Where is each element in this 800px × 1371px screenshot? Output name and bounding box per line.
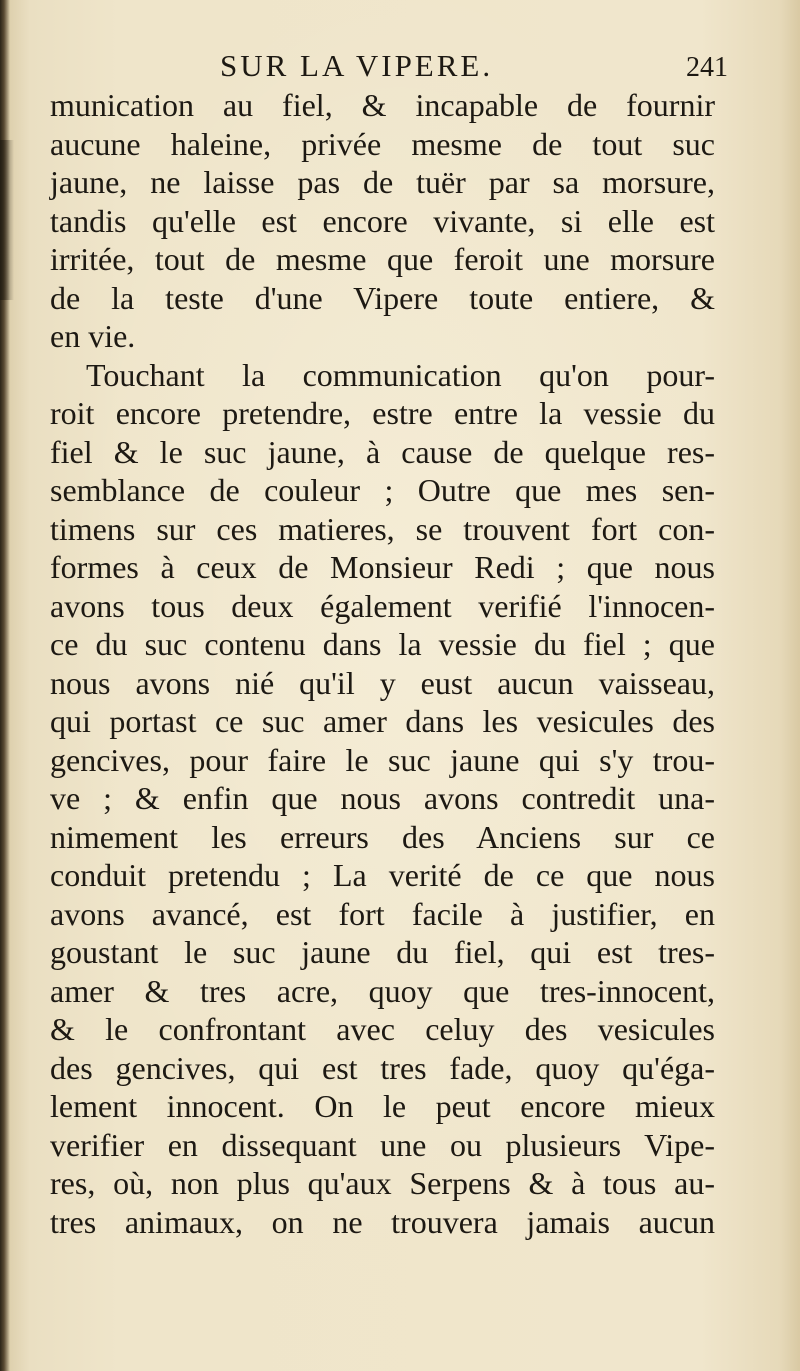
text-line: nimement les erreurs des Anciens sur ce [50,818,715,855]
text-line: ce du suc contenu dans la vessie du fiel ; que [50,626,715,662]
text-line: qui portast ce suc amer dans les vesicules des [50,703,715,739]
text-line: goustant le suc jaune du fiel, qui est tres- [50,934,715,970]
text-line: conduit pretendu ; La verité de ce que nous [50,857,715,893]
text-line: munication au fiel, & incapable de fournir [50,87,715,123]
text-line: lement innocent. On le peut encore mieux [50,1088,715,1124]
page-header [60,46,728,90]
body-text [50,86,715,1241]
text-line: fiel & le suc jaune, à cause de quelque res- [50,433,715,470]
text-line: aucune haleine, privée mesme de tout suc [50,125,715,162]
text-line: en vie. [50,318,136,354]
text-line: des gencives, qui est tres fade, quoy qu'éga- [50,1049,715,1086]
page-number: 241 [686,52,728,83]
text-line: & le confrontant avec celuy des vesicules [50,1011,715,1047]
text-line: res, où, non plus qu'aux Serpens & à tous au- [50,1165,715,1201]
text-line: verifier en dissequant une ou plusieurs Vipe- [50,1126,715,1163]
text-line: tandis qu'elle est encore vivante, si elle est [50,202,715,239]
text-line: tres animaux, on ne trouvera jamais aucun [50,1203,715,1240]
text-line: ve ; & enfin que nous avons contredit una- [50,780,715,816]
text-line: avons avancé, est fort facile à justifier, en [50,895,715,932]
text-line: formes à ceux de Monsieur Redi ; que nous [50,549,715,585]
text-line: de la teste d'une Vipere toute entiere, & [50,279,715,316]
text-line: Touchant la communication qu'on pour- [86,356,715,393]
text-line: nous avons nié qu'il y eust aucun vaisseau, [50,664,715,701]
binding-stain [0,140,14,300]
text-line: jaune, ne laisse pas de tuër par sa morsure, [50,164,715,200]
text-line: gencives, pour faire le suc jaune qui s'y trou- [50,741,715,778]
text-line: roit encore pretendre, estre entre la vessie du [50,395,715,431]
running-head: SUR LA VIPERE. [220,48,494,83]
text-line: timens sur ces matieres, se trouvent fort con- [50,510,715,547]
text-line: amer & tres acre, quoy que tres-innocent, [50,972,715,1009]
text-line: irritée, tout de mesme que feroit une morsure [50,241,715,277]
text-line: avons tous deux également verifié l'innocen- [50,587,715,624]
text-line: semblance de couleur ; Outre que mes sen- [50,472,715,508]
